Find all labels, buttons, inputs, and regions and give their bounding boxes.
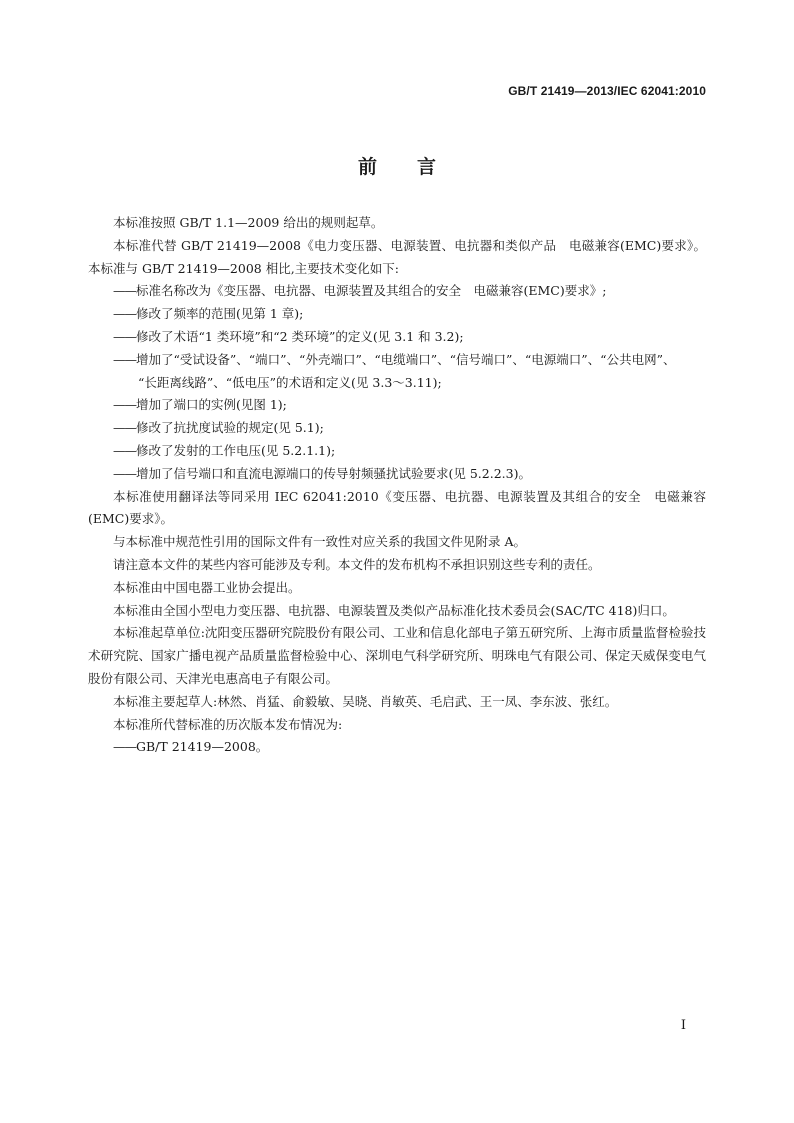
history-text: GB/T 21419—2008。 (136, 739, 269, 755)
dash-mark: —— (113, 420, 136, 436)
change-item (88, 417, 706, 440)
change-item (88, 440, 706, 463)
change-text: 修改了抗扰度试验的规定(见 5.1); (136, 420, 324, 436)
dash-mark: —— (113, 739, 136, 755)
foreword-body (88, 212, 706, 759)
paragraph-proposer: 本标准由中国电器工业协会提出。 (113, 579, 301, 595)
change-text: 增加了“受试设备”、“端口”、“外壳端口”、“电缆端口”、“信号端口”、“电源端口”、“公共电网”、 (136, 351, 676, 367)
paragraph-patent: 请注意本文件的某些内容可能涉及专利。本文件的发布机构不承担识别这些专利的责任。 (113, 556, 601, 572)
change-text: 增加了端口的实例(见图 1); (136, 397, 287, 413)
paragraph-drafters: 本标准主要起草人:林然、肖猛、俞毅敏、吴晓、肖敏英、毛启武、王一凤、李东波、张红。 (113, 693, 618, 709)
change-item (88, 463, 706, 486)
dash-mark: —— (113, 465, 136, 481)
paragraph-committee: 本标准由全国小型电力变压器、电抗器、电源装置及类似产品标准化技术委员会(SAC/TC 418)归口。 (113, 602, 675, 618)
change-item (88, 394, 706, 417)
dash-mark: —— (113, 442, 136, 458)
change-text: 标准名称改为《变压器、电抗器、电源装置及其组合的安全 电磁兼容(EMC)要求》; (136, 283, 607, 299)
paragraph-drafting-units: 本标准起草单位:沈阳变压器研究院股份有限公司、工业和信息化部电子第五研究所、上海市质量监督检验技术研究院、国家广播电视产品质量监督检验中心、深圳电气科学研究所、明珠电气有限公司、保定天威保变电气股份有限公司、天津光电惠高电子有限公司。 (88, 625, 706, 686)
change-item (88, 303, 706, 326)
change-item (88, 326, 706, 349)
paragraph-drafting-rules: 本标准按照 GB/T 1.1—2009 给出的规则起草。 (113, 215, 384, 230)
page-title: 前言 (357, 156, 476, 178)
history-item (88, 736, 706, 759)
change-text: 增加了信号端口和直流电源端口的传导射频骚扰试验要求(见 5.2.2.3)。 (136, 465, 531, 481)
change-text: 修改了发射的工作电压(见 5.2.1.1); (136, 442, 336, 458)
dash-mark: —— (113, 283, 136, 299)
page-number: I (680, 1018, 686, 1033)
dash-mark: —— (113, 306, 136, 322)
paragraph-translation: 本标准使用翻译法等同采用 IEC 62041:2010《变压器、电抗器、电源装置及其组合的安全 电磁兼容(EMC)要求》。 (88, 488, 706, 527)
change-text: 修改了术语“1 类环境”和“2 类环境”的定义(见 3.1 和 3.2); (136, 328, 464, 344)
change-item (88, 280, 706, 303)
dash-mark: —— (113, 397, 136, 413)
change-item-continuation: “长距离线路”、“低电压”的术语和定义(见 3.3～3.11); (138, 374, 442, 390)
change-item (88, 349, 706, 372)
dash-mark: —— (113, 328, 136, 344)
paragraph-history-intro: 本标准所代替标准的历次版本发布情况为: (113, 716, 343, 732)
paragraph-replacement: 本标准代替 GB/T 21419—2008《电力变压器、电源装置、电抗器和类似产品 电磁兼容(EMC)要求》。本标准与 GB/T 21419—2008 相比,主要技术变化如下: (88, 237, 706, 276)
standard-code: GB/T 21419—2013/IEC 62041:2010 (508, 84, 706, 98)
paragraph-annex: 与本标准中规范性引用的国际文件有一致性对应关系的我国文件见附录 A。 (113, 534, 527, 550)
change-text: 修改了频率的范围(见第 1 章); (136, 306, 304, 322)
dash-mark: —— (113, 351, 136, 367)
